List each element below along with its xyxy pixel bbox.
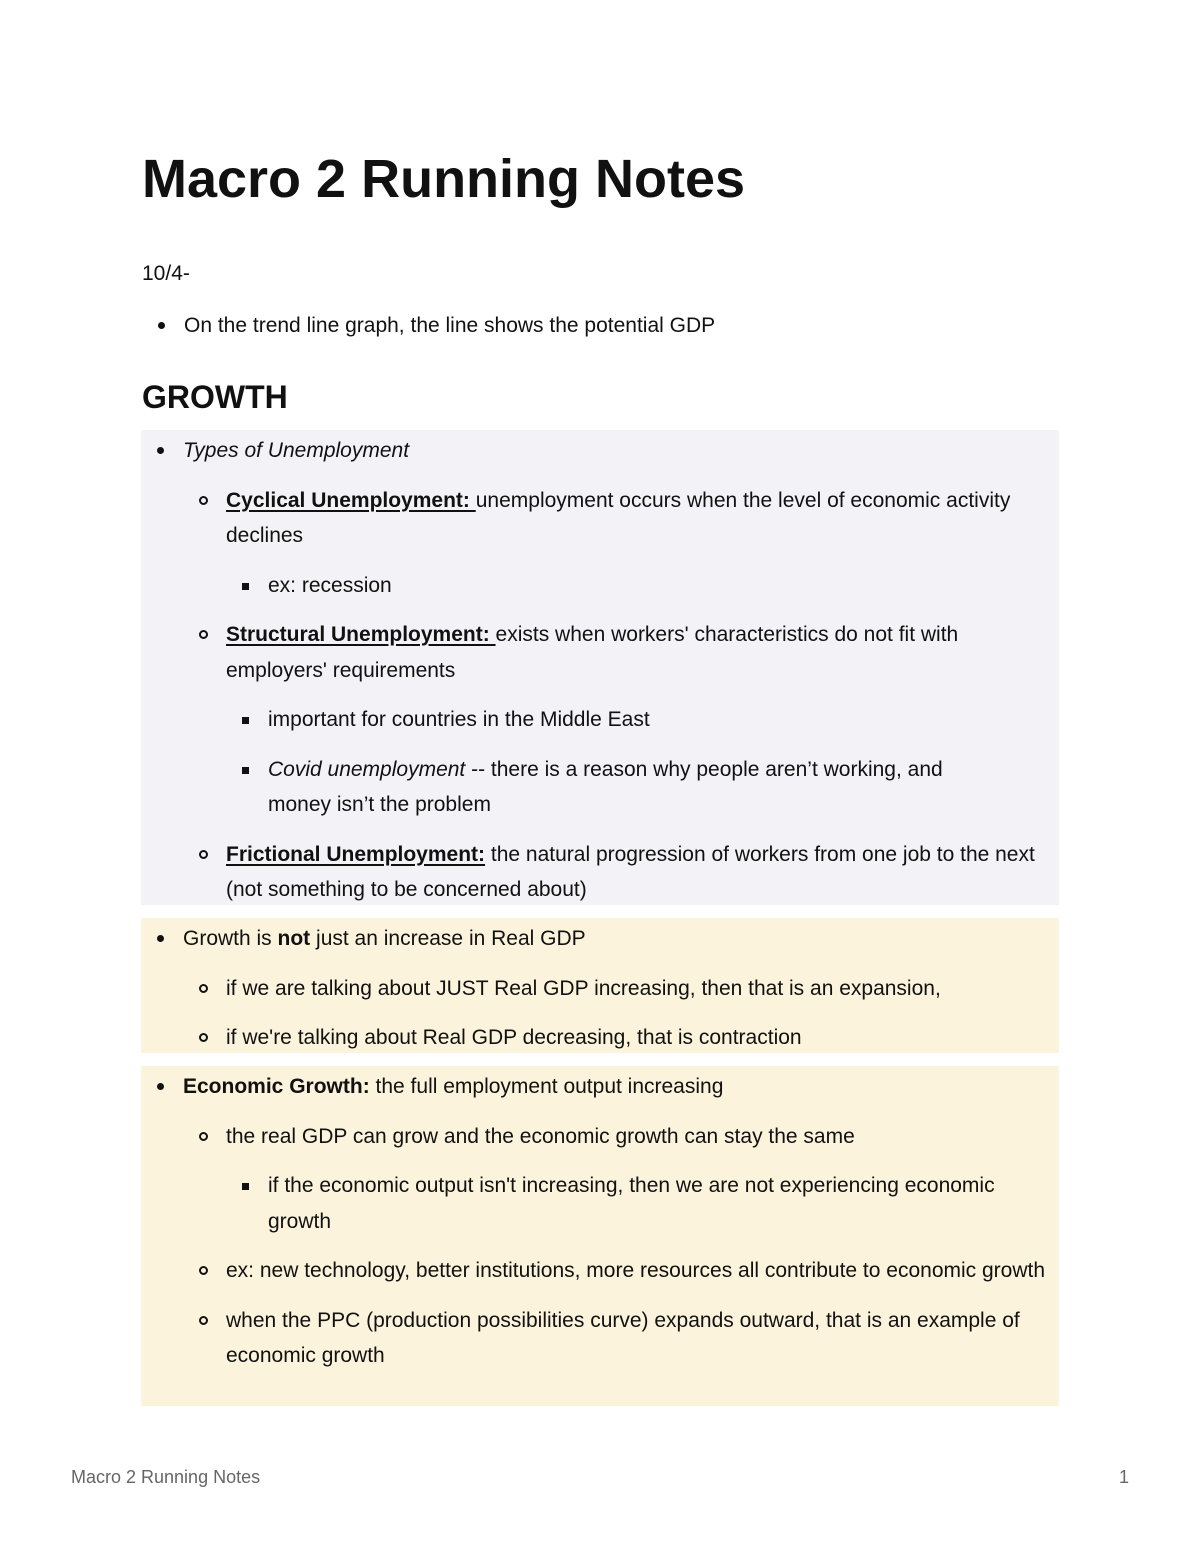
list-item — [141, 971, 1046, 1007]
real-gdp-note: the real GDP can grow and the economic growth can stay the same — [226, 1124, 855, 1148]
growth-list — [141, 921, 1059, 1056]
structural-definition: exists when workers' characteristics do not fit with employers' requirements — [226, 623, 959, 682]
contraction-note: if we're talking about Real GDP decreasing, that is contraction — [226, 1026, 802, 1049]
intro-bullet-text: On the trend line graph, the line shows the potential GDP — [184, 314, 716, 337]
list-item — [141, 617, 1046, 688]
list-item — [141, 1303, 1046, 1374]
list-item — [141, 1020, 1046, 1056]
economic-growth-block — [141, 1066, 1059, 1406]
structural-note-middle-east: important for countries in the Middle East — [268, 708, 650, 731]
page-number: 1 — [1118, 1467, 1129, 1487]
economic-growth-list — [141, 1069, 1059, 1374]
covid-note: -- there is a reason why people aren’t working, and money isn’t the problem — [268, 757, 943, 816]
list-item — [141, 837, 1046, 908]
footer-title: Macro 2 Running Notes — [71, 1467, 261, 1487]
structural-term: Structural Unemployment: — [226, 623, 496, 646]
economic-growth-definition: the full employment output increasing — [369, 1075, 724, 1098]
output-note: if the economic output isn't increasing, then we are not experiencing economic growth — [268, 1174, 995, 1233]
growth-definition-block — [141, 918, 1059, 1053]
ppc-note: when the PPC (production possibilities curve) expands outward, that is an example of economic growth — [226, 1308, 1020, 1367]
list-item — [141, 1168, 1008, 1239]
unemployment-heading: Types of Unemployment — [183, 439, 410, 462]
list-item — [142, 308, 1044, 344]
date-label: 10/4- — [142, 262, 190, 285]
covid-term: Covid unemployment — [268, 757, 466, 781]
list-item — [141, 483, 1046, 554]
growth-emphasis: not — [277, 927, 311, 950]
cyclical-definition: unemployment occurs when the level of economic activity declines — [226, 488, 1011, 547]
list-item — [141, 1119, 1046, 1155]
growth-examples: ex: new technology, better institutions, more resources all contribute to economic growth — [226, 1259, 1046, 1282]
cyclical-term: Cyclical Unemployment: — [226, 488, 476, 512]
section-heading: GROWTH — [142, 379, 288, 415]
growth-pre: Growth is — [183, 927, 278, 950]
list-item — [141, 568, 1008, 604]
expansion-note: if we are talking about JUST Real GDP increasing, then that is an expansion, — [226, 976, 941, 1000]
frictional-term: Frictional Unemployment: — [226, 842, 486, 866]
economic-growth-colon: : — [362, 1075, 370, 1098]
economic-growth-term: Economic Growth — [183, 1075, 363, 1098]
intro-list — [142, 308, 1060, 358]
list-item — [141, 921, 1043, 957]
page-title: Macro 2 Running Notes — [142, 149, 746, 209]
list-item — [141, 752, 1008, 823]
frictional-definition: the natural progression of workers from one job to the next (not something to be concerned about) — [226, 842, 1035, 901]
list-item — [141, 433, 1043, 469]
list-item — [141, 1253, 1046, 1289]
list-item — [141, 702, 1008, 738]
growth-post: just an increase in Real GDP — [310, 927, 586, 950]
unemployment-block — [141, 430, 1059, 905]
unemployment-list — [141, 433, 1059, 908]
cyclical-example: ex: recession — [268, 573, 392, 597]
list-item — [141, 1069, 1043, 1105]
